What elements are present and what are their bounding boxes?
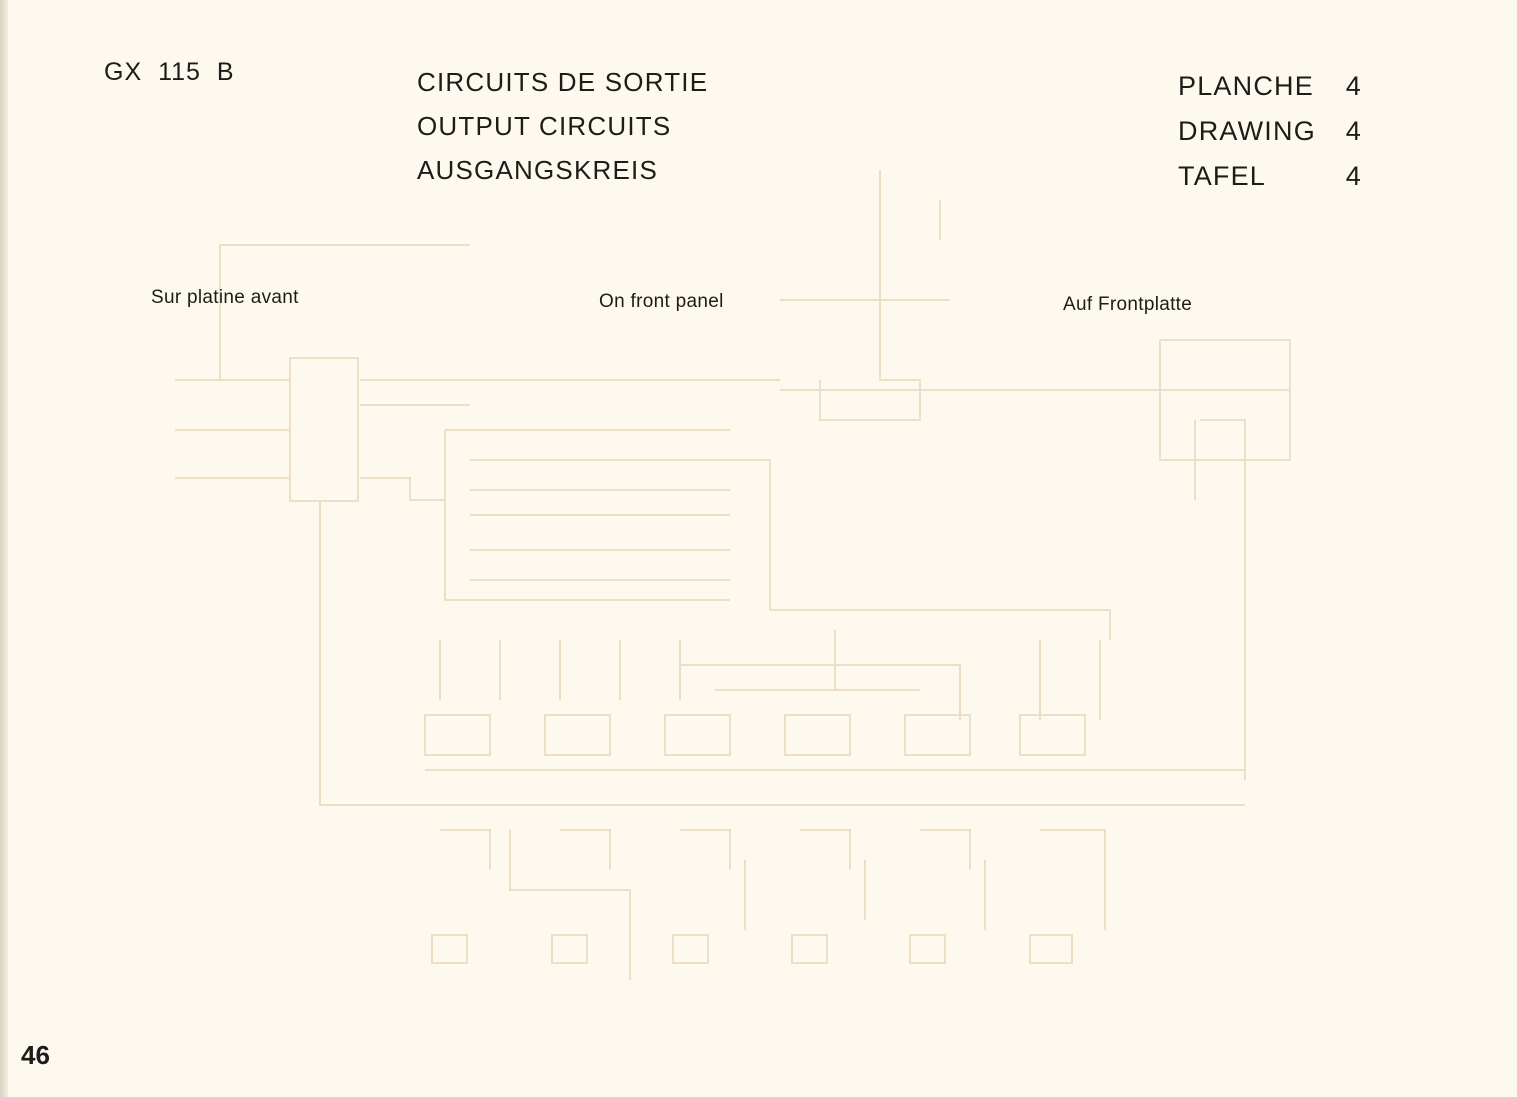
sheet-ref-label: DRAWING — [1178, 116, 1316, 146]
model-number: GX 115 B — [104, 58, 235, 86]
sheet-ref-number: 4 — [1345, 161, 1362, 191]
sheet-ref-label: TAFEL — [1178, 161, 1267, 191]
label-german-front-panel: Auf Frontplatte — [1063, 294, 1193, 315]
title-english: OUTPUT CIRCUITS — [417, 111, 672, 141]
sheet-ref-tafel — [1178, 154, 1368, 199]
title-german: AUSGANGSKREIS — [417, 155, 658, 185]
sheet-ref-label: PLANCHE — [1178, 71, 1314, 101]
label-english-front-panel: On front panel — [599, 291, 724, 312]
title-block — [417, 60, 708, 192]
label-french-front-panel: Sur platine avant — [151, 287, 299, 308]
sheet-reference — [1178, 64, 1368, 199]
sheet-ref-drawing — [1178, 109, 1368, 154]
sheet-ref-number: 4 — [1345, 116, 1362, 146]
title-french: CIRCUITS DE SORTIE — [417, 67, 709, 97]
sheet-ref-planche — [1178, 64, 1368, 109]
sheet-ref-number: 4 — [1345, 71, 1362, 101]
page-number: 46 — [21, 1040, 50, 1070]
